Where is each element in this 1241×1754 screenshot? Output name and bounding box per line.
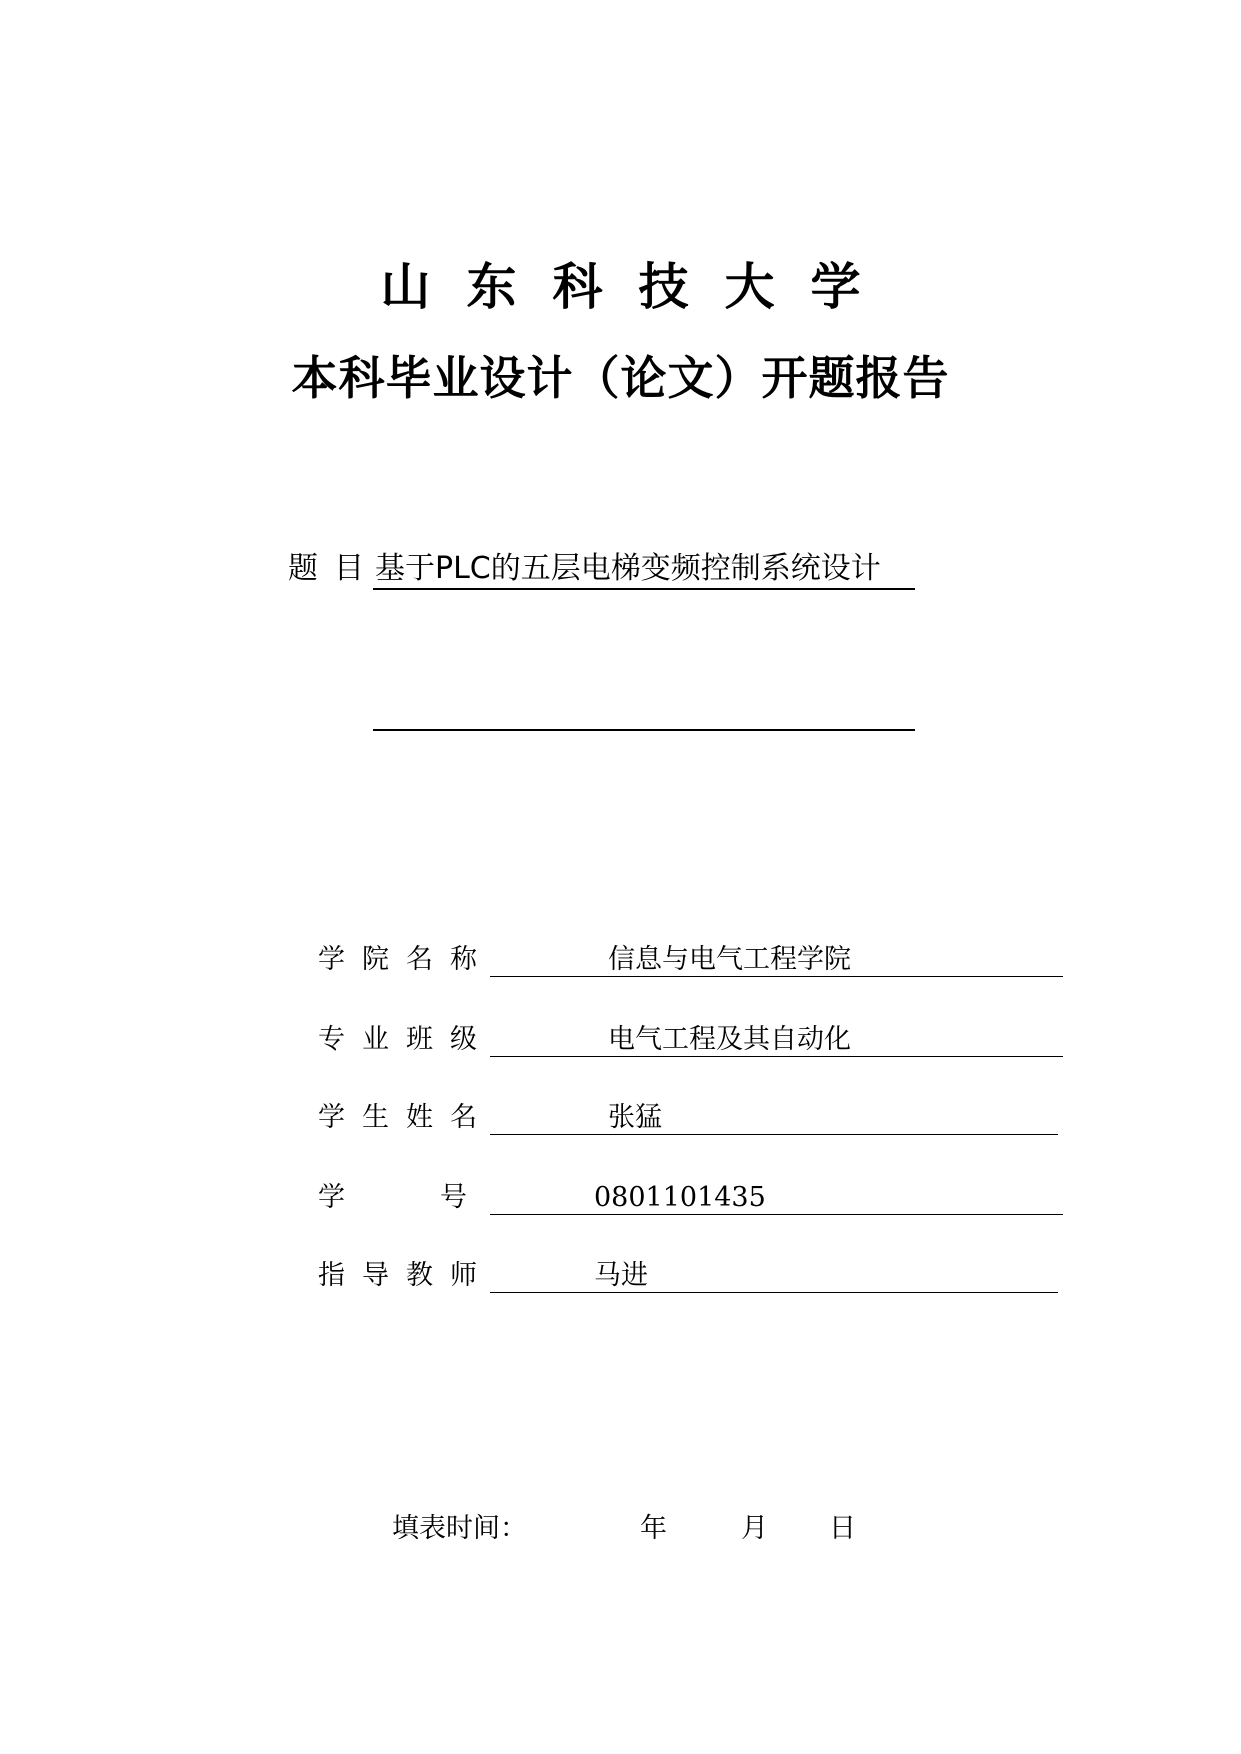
report-title: 本科毕业设计（论文）开题报告 (291, 351, 950, 405)
student-id-row (318, 1184, 1063, 1224)
student-row (318, 1104, 1058, 1144)
college-row (318, 946, 1063, 986)
major-underline (490, 1056, 1063, 1057)
advisor-row (318, 1262, 1058, 1302)
date-month: 月 (741, 1513, 768, 1544)
student-name-value: 张猛 (608, 1102, 662, 1133)
college-value: 信息与电气工程学院 (608, 944, 851, 975)
topic-value: 基于PLC的五层电梯变频控制系统设计 (375, 551, 881, 586)
major-row (318, 1026, 1063, 1066)
college-label: 学院名称 (318, 944, 494, 975)
student-id-value: 0801101435 (594, 1182, 766, 1213)
student-underline (490, 1134, 1058, 1135)
date-day: 日 (829, 1513, 856, 1544)
topic-underline (373, 588, 915, 590)
fill-date-row (0, 1515, 1241, 1555)
college-underline (490, 976, 1063, 977)
major-label: 专业班级 (318, 1024, 494, 1055)
student-name-label: 学生姓名 (318, 1102, 494, 1133)
advisor-label: 指导教师 (318, 1260, 494, 1291)
advisor-underline (490, 1292, 1058, 1293)
topic-blank-line (373, 729, 915, 731)
advisor-value: 马进 (594, 1260, 648, 1291)
major-value: 电气工程及其自动化 (608, 1024, 851, 1055)
fill-date-label: 填表时间： (392, 1513, 527, 1544)
university-name: 山东科技大学 (380, 258, 897, 316)
student-id-label: 学号 (318, 1182, 562, 1213)
topic-label: 题目 (288, 551, 380, 586)
date-year: 年 (640, 1513, 667, 1544)
student-id-underline (490, 1214, 1063, 1215)
